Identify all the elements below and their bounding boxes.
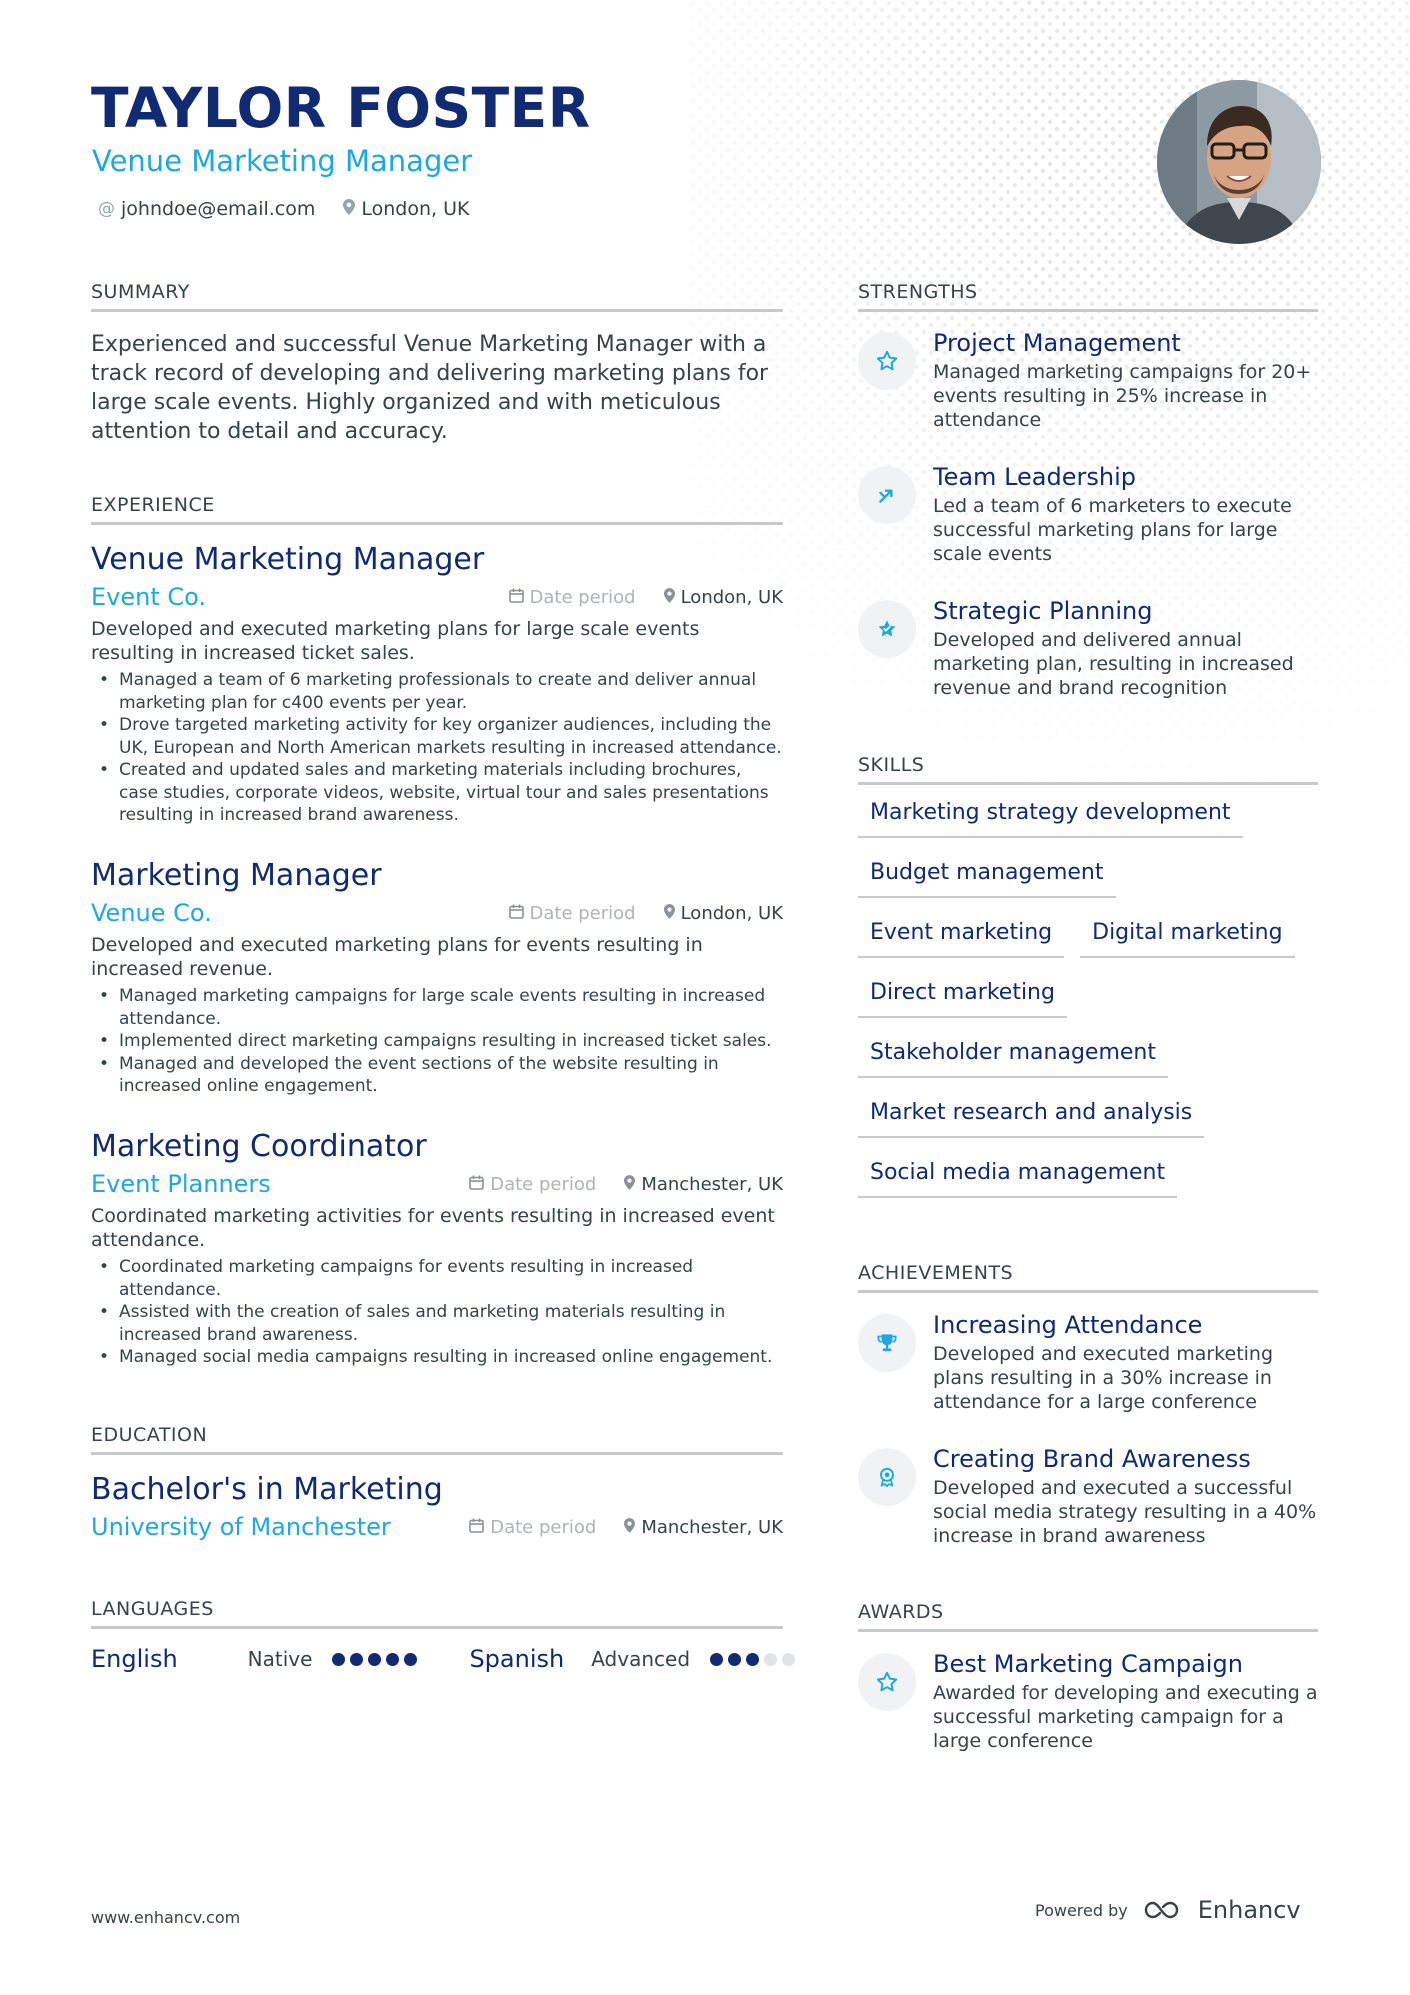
brand-name: Enhancv (1197, 1896, 1301, 1924)
language-level: Native (247, 1647, 313, 1671)
at-icon: @ (98, 199, 115, 219)
job-location (624, 1174, 783, 1195)
star-icon (858, 332, 916, 390)
strength-item (858, 328, 1318, 432)
job-description: Coordinated marketing activities for events resulting in increased event attendance. (91, 1205, 775, 1251)
language-name: English (91, 1645, 178, 1673)
location-pin-icon (664, 588, 675, 607)
bullet-item: • Implemented direct marketing campaigns resulting in increased ticket sales. (91, 1030, 783, 1053)
date-text: Date period (529, 902, 636, 924)
job-bullets (91, 1256, 783, 1369)
bullet-item: • Assisted with the creation of sales and marketing materials resulting in increased brand awareness. (91, 1301, 783, 1346)
profile-photo (1157, 80, 1321, 244)
strength-item (858, 462, 1318, 566)
calendar-icon (509, 904, 524, 923)
rating-dot-filled (710, 1653, 723, 1666)
date-period (509, 587, 636, 608)
skill-tag: Budget management (858, 858, 1116, 898)
candidate-name: TAYLOR FOSTER (91, 76, 591, 140)
strength-description: Managed marketing campaigns for 20+ events resulting in 25% increase in attendance (933, 361, 1312, 431)
location-pin-icon (343, 199, 355, 220)
bullet-item: • Managed and developed the event sections of the website resulting in increased online engagement. (91, 1053, 783, 1098)
rating-dot-filled (332, 1653, 345, 1666)
awards-heading: AWARDS (858, 1601, 1318, 1632)
experience-item (91, 1128, 783, 1369)
footer-branding[interactable] (1035, 1896, 1301, 1924)
location-pin-icon (624, 1175, 635, 1194)
arrows-icon (858, 466, 916, 524)
medal-icon (858, 1448, 916, 1506)
skill-tag: Event marketing (858, 918, 1064, 958)
achievement-description: Developed and executed marketing plans resulting in a 30% increase in attendance for a large conference (933, 1343, 1274, 1413)
footer-website-link[interactable]: www.enhancv.com (91, 1908, 241, 1927)
bullet-item: • Managed a team of 6 marketing professionals to create and deliver annual marketing plan for c400 events per year. (91, 669, 783, 714)
strength-title: Strategic Planning (933, 597, 1153, 625)
location-text: London, UK (680, 586, 783, 608)
experience-item (91, 857, 783, 1098)
job-title: Marketing Coordinator (91, 1129, 427, 1164)
location-pin-icon (664, 904, 675, 923)
skill-tag: Stakeholder management (858, 1038, 1168, 1078)
rating-dot-filled (350, 1653, 363, 1666)
powered-by-text: Powered by (1035, 1900, 1128, 1920)
skill-tag: Digital marketing (1080, 918, 1294, 958)
strengths-heading: STRENGTHS (858, 281, 1318, 312)
star-badge-icon (858, 600, 916, 658)
languages-list (91, 1645, 783, 1673)
date-text: Date period (529, 586, 636, 608)
calendar-icon (469, 1518, 484, 1537)
summary-heading: SUMMARY (91, 281, 783, 312)
strength-description: Developed and delivered annual marketing plan, resulting in increased revenue and brand recognition (933, 629, 1294, 699)
school-name: University of Manchester (91, 1513, 391, 1541)
job-location (664, 587, 783, 608)
location-text: Manchester, UK (641, 1173, 783, 1195)
date-period (509, 903, 636, 924)
email-contact[interactable] (98, 198, 315, 220)
job-location (664, 903, 783, 924)
email-text: johndoe@email.com (121, 198, 316, 220)
job-title: Venue Marketing Manager (91, 542, 485, 577)
bullet-item: • Managed social media campaigns resulting in increased online engagement. (91, 1346, 783, 1369)
calendar-icon (469, 1175, 484, 1194)
award-item (858, 1649, 1318, 1753)
company-name: Event Planners (91, 1170, 271, 1198)
job-bullets (91, 985, 783, 1098)
candidate-title: Venue Marketing Manager (92, 144, 473, 178)
date-text: Date period (490, 1516, 597, 1538)
rating-dot-filled (746, 1653, 759, 1666)
rating-dot-empty (782, 1653, 795, 1666)
achievement-title: Creating Brand Awareness (933, 1445, 1251, 1473)
rating-dot-filled (728, 1653, 741, 1666)
company-name: Event Co. (91, 583, 207, 611)
location-pin-icon (624, 1518, 635, 1537)
skill-tag: Market research and analysis (858, 1098, 1204, 1138)
school-location (624, 1517, 783, 1538)
experience-item (91, 541, 783, 827)
bullet-item: • Coordinated marketing campaigns for events resulting in increased attendance. (91, 1256, 783, 1301)
language-level: Advanced (591, 1647, 691, 1671)
date-period (469, 1517, 596, 1538)
degree-title: Bachelor's in Marketing (91, 1472, 443, 1507)
languages-heading: LANGUAGES (91, 1598, 783, 1629)
enhancv-logo (1142, 1896, 1301, 1924)
strength-title: Team Leadership (933, 463, 1136, 491)
company-name: Venue Co. (91, 899, 212, 927)
job-title: Marketing Manager (91, 858, 382, 893)
star-icon (858, 1653, 916, 1711)
location-contact (343, 198, 469, 220)
education-heading: EDUCATION (91, 1424, 783, 1455)
achievement-description: Developed and executed a successful social media strategy resulting in a 40% increase in brand awareness (933, 1477, 1317, 1547)
achievements-heading: ACHIEVEMENTS (858, 1262, 1318, 1293)
experience-heading: EXPERIENCE (91, 494, 783, 525)
skill-tag: Social media management (858, 1158, 1177, 1198)
date-text: Date period (490, 1173, 597, 1195)
infinity-logo-icon (1142, 1898, 1188, 1922)
skills-list (858, 798, 1318, 1218)
summary-text: Experienced and successful Venue Marketing Manager with a track record of developing and delivering marketing plans for large scale events. Highly organized and with meticulous attention to detail and accuracy. (91, 332, 769, 444)
achievement-item (858, 1310, 1318, 1414)
location-text: London, UK (680, 902, 783, 924)
rating-dot-filled (386, 1653, 399, 1666)
language-name: Spanish (469, 1645, 565, 1673)
education-item (91, 1471, 783, 1541)
achievement-item (858, 1444, 1318, 1548)
date-period (469, 1174, 596, 1195)
skills-heading: SKILLS (858, 754, 1318, 785)
calendar-icon (509, 588, 524, 607)
achievement-title: Increasing Attendance (933, 1311, 1203, 1339)
rating-dot-filled (404, 1653, 417, 1666)
contact-info (98, 198, 469, 220)
strength-description: Led a team of 6 marketers to execute successful marketing plans for large scale events (933, 495, 1292, 565)
rating-dot-filled (368, 1653, 381, 1666)
language-rating (332, 1653, 417, 1666)
bullet-item: • Managed marketing campaigns for large scale events resulting in increased attendance. (91, 985, 783, 1030)
bullet-item: • Created and updated sales and marketing materials including brochures, case studies, corporate videos, website, virtual tour and sales presentations resulting in increased brand awareness. (91, 759, 783, 827)
strength-item (858, 596, 1318, 700)
skill-tag: Marketing strategy development (858, 798, 1243, 838)
rating-dot-empty (764, 1653, 777, 1666)
strength-title: Project Management (933, 329, 1181, 357)
location-text: London, UK (361, 198, 470, 220)
job-description: Developed and executed marketing plans for large scale events resulting in increased ticket sales. (91, 618, 700, 664)
award-description: Awarded for developing and executing a successful marketing campaign for a large conference (933, 1682, 1318, 1752)
language-rating (710, 1653, 795, 1666)
trophy-icon (858, 1314, 916, 1372)
skill-tag: Direct marketing (858, 978, 1067, 1018)
bullet-item: • Drove targeted marketing activity for key organizer audiences, including the UK, European and North American markets resulting in increased attendance. (91, 714, 783, 759)
job-bullets (91, 669, 783, 827)
location-text: Manchester, UK (641, 1516, 783, 1538)
award-title: Best Marketing Campaign (933, 1650, 1243, 1678)
job-description: Developed and executed marketing plans for events resulting in increased revenue. (91, 934, 703, 980)
